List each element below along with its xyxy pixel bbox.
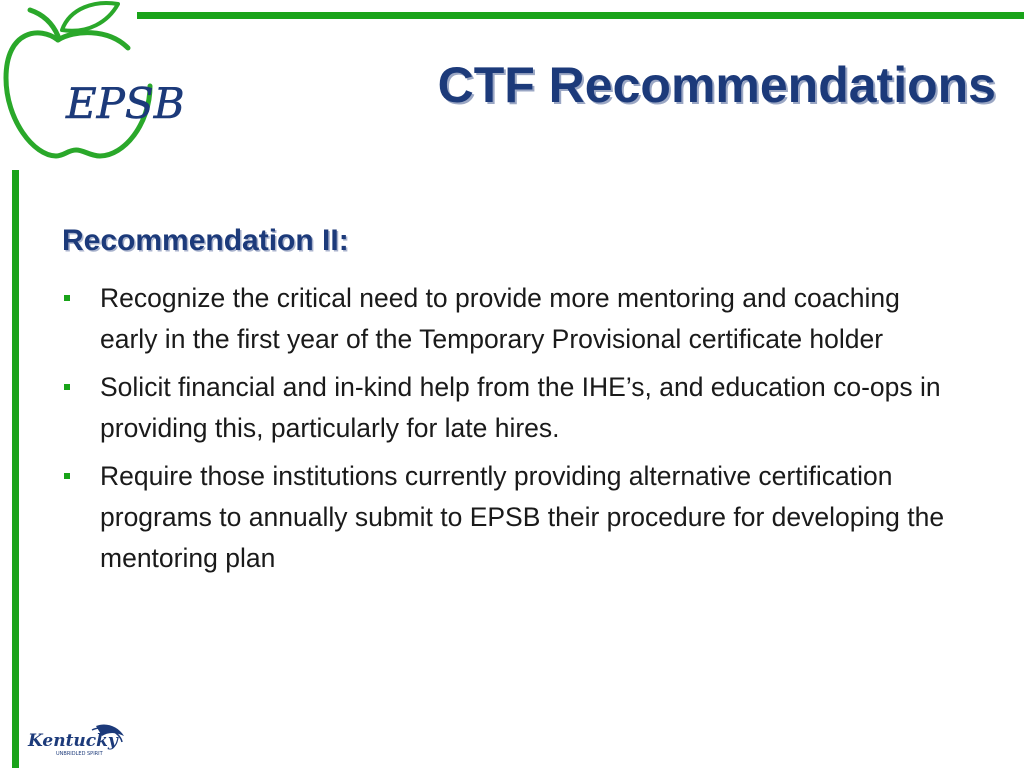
square-bullet-icon — [64, 384, 70, 390]
list-item-text: Require those institutions currently providing alternative certification programs to annually submit to EPSB their procedure for developing the mentoring plan — [100, 461, 945, 573]
left-accent-bar — [12, 170, 19, 768]
list-item — [62, 456, 962, 579]
list-item — [62, 278, 962, 360]
square-bullet-icon — [64, 473, 70, 479]
recommendation-heading: Recommendation II: — [62, 224, 349, 257]
list-item-text: Recognize the critical need to provide more mentoring and coaching early in the first year of the Temporary Provisional certificate holder — [100, 283, 900, 354]
epsb-logo-text: EPSB — [66, 79, 185, 128]
epsb-apple-logo — [0, 0, 200, 165]
list-item-text: Solicit financial and in-kind help from the IHE’s, and education co-ops in providing this, particularly for late hires. — [100, 372, 941, 443]
list-item — [62, 367, 962, 449]
recommendation-list — [62, 278, 962, 586]
slide-title: CTF Recommendations — [437, 57, 996, 113]
top-accent-bar — [137, 12, 1024, 19]
kentucky-logo-text: Kentucky — [28, 731, 118, 751]
square-bullet-icon — [64, 295, 70, 301]
kentucky-logo — [26, 722, 126, 762]
kentucky-logo-tagline: UNBRIDLED SPIRIT — [56, 751, 103, 757]
